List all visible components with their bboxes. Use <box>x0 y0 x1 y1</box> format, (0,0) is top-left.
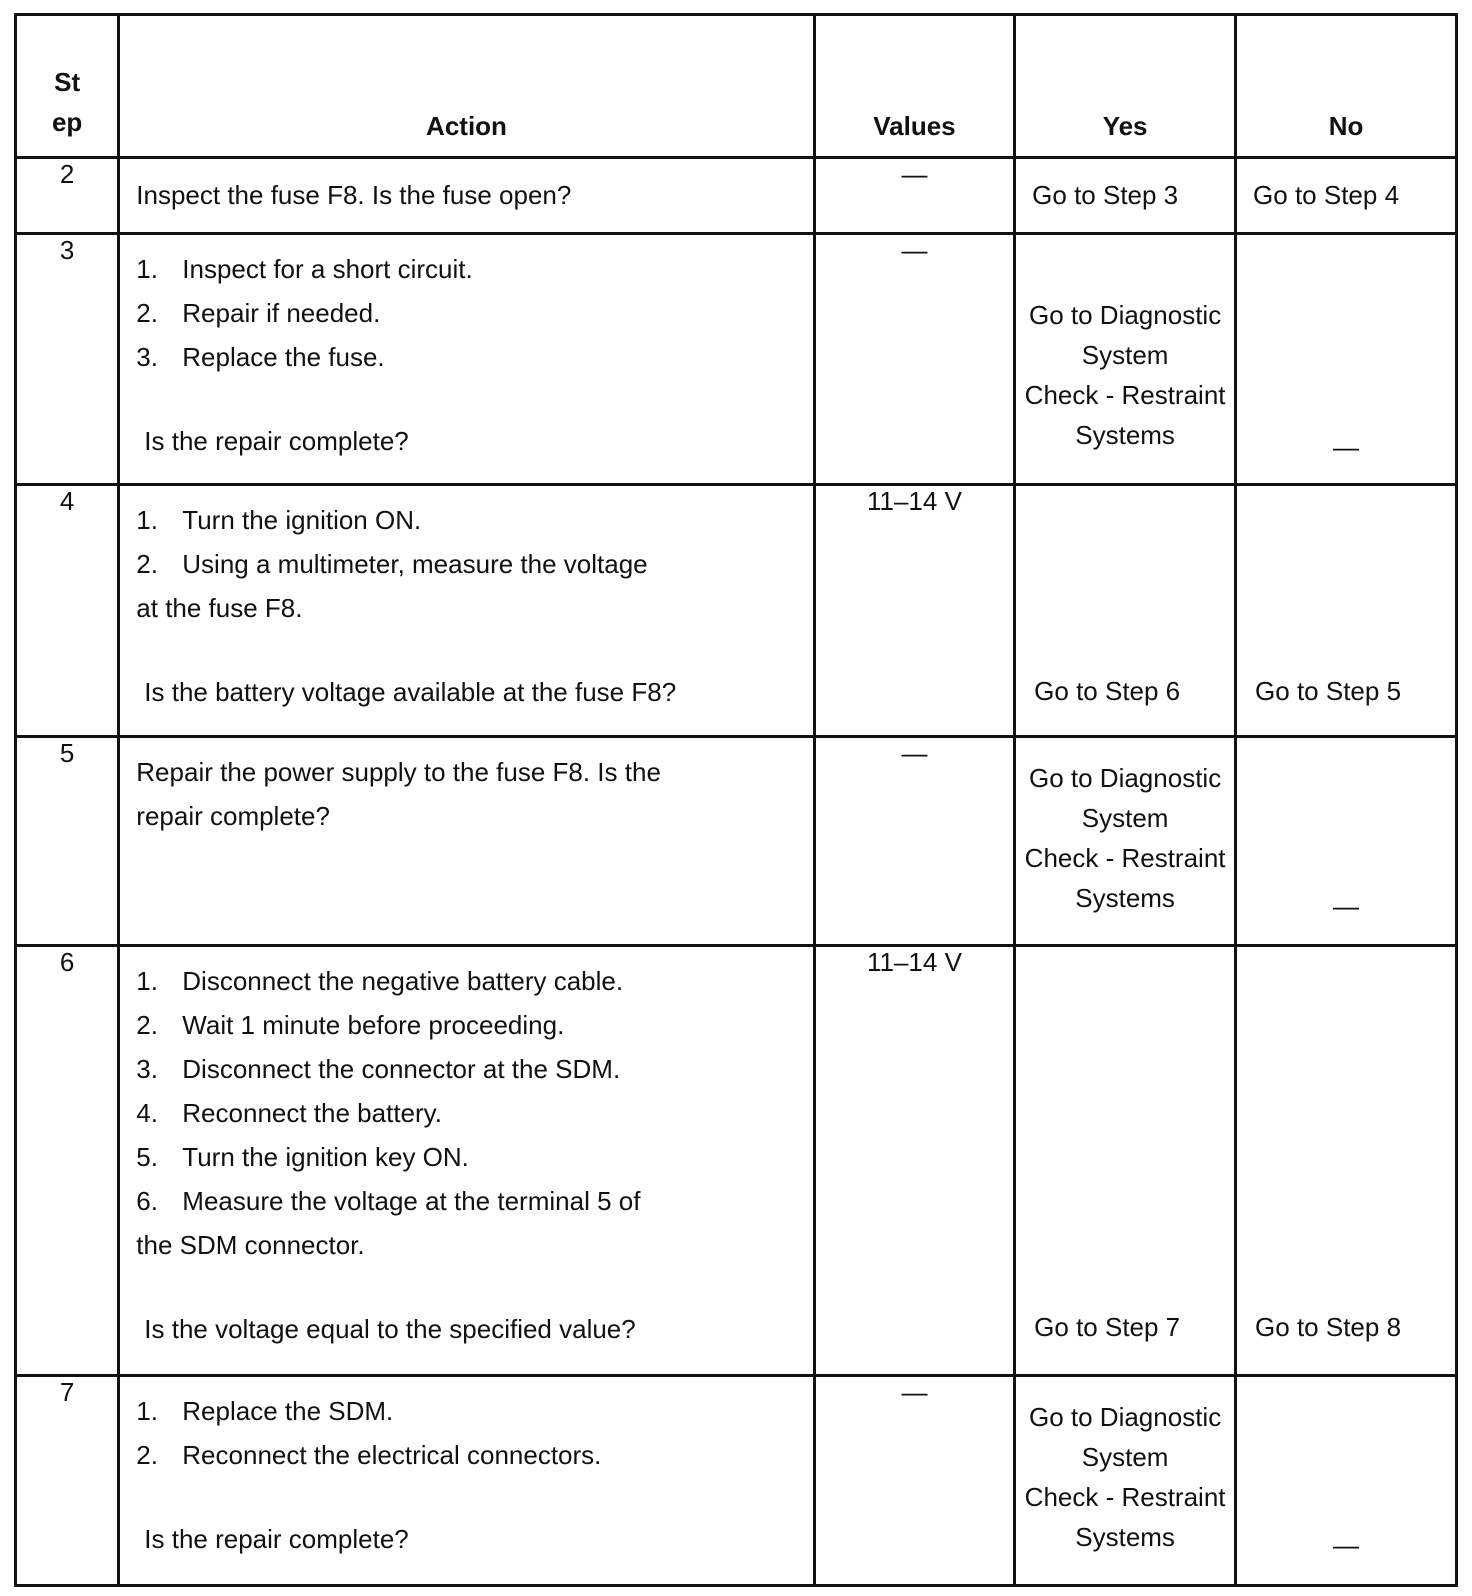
header-values: Values <box>814 15 1014 158</box>
yes-cell: Go to Step 6 <box>1015 485 1236 737</box>
table-row <box>16 485 1457 737</box>
no-cell: Go to Step 4 <box>1236 158 1457 234</box>
question-text: Is the battery voltage available at the fuse F8? <box>144 677 677 708</box>
no-cell: Go to Step 8 <box>1236 945 1457 1375</box>
list-item: 1. Inspect for a short circuit. <box>136 254 473 285</box>
table-row <box>16 1376 1457 1586</box>
yes-cell: Go to Diagnostic System Check - Restraint Systems <box>1015 736 1236 945</box>
no-cell: Go to Step 5 <box>1236 485 1457 737</box>
no-cell: — <box>1236 1376 1457 1586</box>
list-item: 2. Reconnect the electrical connectors. <box>136 1440 602 1471</box>
list-item: 2. Using a multimeter, measure the voltage <box>136 549 648 580</box>
yes-cell: Go to Step 3 <box>1015 158 1236 234</box>
list-item: 3. Replace the fuse. <box>136 342 385 373</box>
yes-cell: Go to Step 7 <box>1015 945 1236 1375</box>
list-item: 1. Turn the ignition ON. <box>136 505 422 536</box>
question-text: Is the repair complete? <box>144 426 409 457</box>
no-cell: — <box>1236 736 1457 945</box>
step-number: 2 <box>16 158 119 234</box>
values-cell: — <box>814 736 1014 945</box>
step-number: 4 <box>16 485 119 737</box>
header-step: St ep <box>16 15 119 158</box>
no-cell: — <box>1236 234 1457 485</box>
header-no: No <box>1236 15 1457 158</box>
list-item: 2. Wait 1 minute before proceeding. <box>136 1009 565 1040</box>
list-item: 3. Disconnect the connector at the SDM. <box>136 1053 621 1084</box>
action-cell: 1. Disconnect the negative battery cable. 2. Wait 1 minute before proceeding. 3. Disconnect the connector at the SDM. 4. Reconnect the battery. 5. Turn the ignition key ON. 6. Measure the voltage at the terminal 5 of the SDM connector. Is the voltage equal to the specified value? <box>119 945 814 1375</box>
yes-cell: Go to Diagnostic System Check - Restraint Systems <box>1015 1376 1236 1586</box>
list-item: 6. Measure the voltage at the terminal 5 of <box>136 1185 641 1216</box>
header-action: Action <box>119 15 814 158</box>
table-row <box>16 234 1457 485</box>
values-cell: — <box>814 158 1014 234</box>
step-number: 5 <box>16 736 119 945</box>
list-item: 1. Replace the SDM. <box>136 1396 394 1427</box>
values-cell: — <box>814 1376 1014 1586</box>
action-cell: 1. Turn the ignition ON. 2. Using a multimeter, measure the voltage at the fuse F8. Is the battery voltage available at the fuse F8? <box>119 485 814 737</box>
step-number: 7 <box>16 1376 119 1586</box>
list-item: 1. Disconnect the negative battery cable. <box>136 965 624 996</box>
list-item: 4. Reconnect the battery. <box>136 1097 442 1128</box>
table-row <box>16 945 1457 1375</box>
question-text: Is the repair complete? <box>144 1524 409 1555</box>
question-text: Is the voltage equal to the specified value? <box>144 1313 636 1344</box>
yes-cell: Go to Diagnostic System Check - Restraint Systems <box>1015 234 1236 485</box>
action-cell: Repair the power supply to the fuse F8. Is the repair complete? <box>119 736 814 945</box>
diagnostic-table <box>14 13 1458 1587</box>
header-row <box>16 15 1457 158</box>
action-cell: Inspect the fuse F8. Is the fuse open? <box>119 158 814 234</box>
header-yes: Yes <box>1015 15 1236 158</box>
action-cell <box>119 1376 814 1586</box>
values-cell: 11–14 V <box>814 945 1014 1375</box>
table-row <box>16 736 1457 945</box>
action-cell <box>119 234 814 485</box>
step-number: 3 <box>16 234 119 485</box>
step-number: 6 <box>16 945 119 1375</box>
list-item: 5. Turn the ignition key ON. <box>136 1141 469 1172</box>
list-item: 2. Repair if needed. <box>136 298 381 329</box>
values-cell: 11–14 V <box>814 485 1014 737</box>
table-row <box>16 158 1457 234</box>
values-cell: — <box>814 234 1014 485</box>
